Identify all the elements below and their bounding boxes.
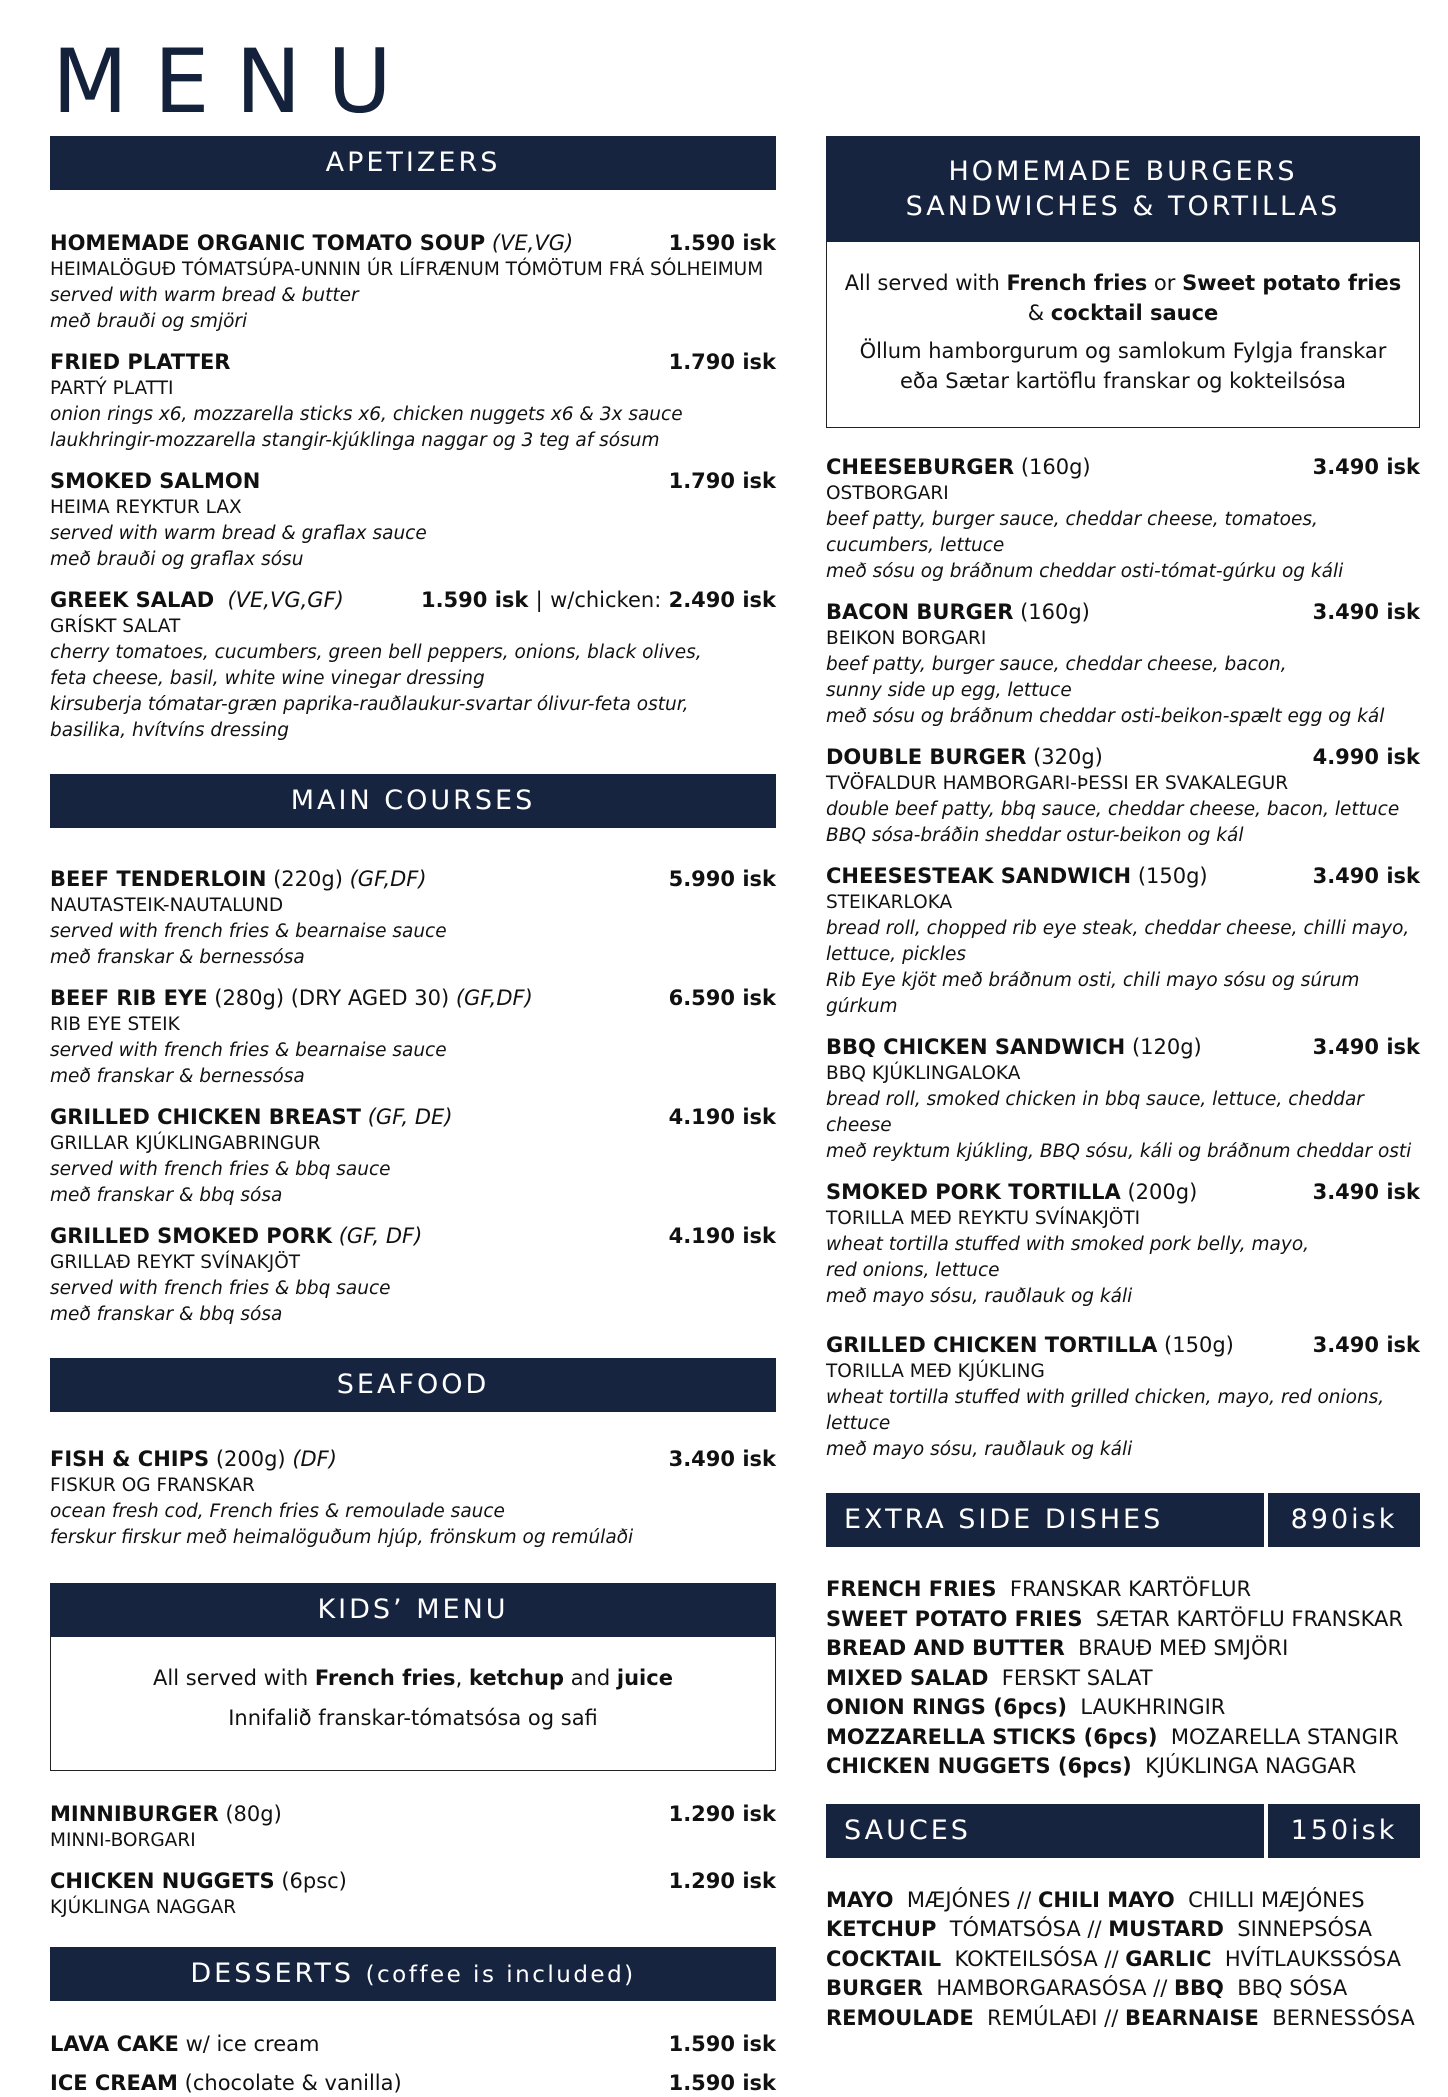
item-subtitle: FISKUR OG FRANSKAR <box>50 1475 255 1496</box>
item-description: wheat tortilla stuffed with smoked pork belly, mayo, <box>826 1234 1310 1255</box>
menu-item <box>50 1868 776 1921</box>
item-description: með sósu og bráðnum cheddar osti-beikon-spælt egg og kál <box>826 706 1385 727</box>
item-note: (6psc) <box>281 1869 347 1893</box>
sauces-list <box>826 1886 1420 2034</box>
sides-list <box>826 1575 1420 1782</box>
item-price: 3.490 isk <box>1312 864 1420 888</box>
item-price: 1.790 isk <box>668 469 776 493</box>
menu-item <box>50 1801 776 1854</box>
item-note: (150g) <box>1164 1333 1234 1357</box>
item-note: (160g) <box>1020 455 1091 479</box>
item-description: með brauði og graflax sósu <box>50 549 304 570</box>
list-item: BURGER HAMBORGARASÓSA // BBQ BBQ SÓSA <box>826 1976 1348 2000</box>
item-description: með franskar & bbq sósa <box>50 1185 283 1206</box>
main-courses-header: MAIN COURSES <box>50 774 776 828</box>
item-note: (320g) <box>1033 745 1103 769</box>
page-title: MENU <box>52 30 418 133</box>
item-subtitle: RIB EYE STEIK <box>50 1014 180 1035</box>
item-price: 3.490 isk <box>1312 600 1420 624</box>
sauces-header <box>826 1804 1420 1858</box>
item-subtitle: GRILLAÐ REYKT SVÍNAKJÖT <box>50 1252 301 1273</box>
item-description: lettuce <box>826 1413 891 1434</box>
item-note: (chocolate & vanilla) <box>184 2071 402 2095</box>
sides-price: 890isk <box>1268 1493 1420 1547</box>
menu-item <box>50 468 776 573</box>
menu-item <box>50 985 776 1090</box>
item-tag: (DF) <box>292 1447 337 1471</box>
item-tag: (GF, DF) <box>338 1224 423 1248</box>
item-price: 1.590 isk <box>668 2071 776 2095</box>
item-description: double beef patty, bbq sauce, cheddar cheese, bacon, lettuce <box>826 799 1400 820</box>
menu-item <box>826 599 1420 730</box>
burgers-info-is: eða Sætar kartöflu franskar og kokteilsósa <box>899 369 1347 393</box>
item-description: með franskar & bbq sósa <box>50 1304 283 1325</box>
item-price: 1.590 isk <box>420 588 529 612</box>
item-note: (80g) <box>225 1802 282 1826</box>
right-column <box>826 136 1420 2033</box>
menu-item <box>50 2031 776 2058</box>
item-note: (160g) <box>1020 600 1090 624</box>
item-description: served with warm bread & butter <box>50 285 359 306</box>
item-subtitle: OSTBORGARI <box>826 483 949 504</box>
menu-item <box>50 1223 776 1328</box>
kids-info-box <box>50 1637 776 1771</box>
list-item: KETCHUP TÓMATSÓSA // MUSTARD SINNEPSÓSA <box>826 1917 1373 1941</box>
item-name: MINNIBURGER <box>50 1802 219 1826</box>
menu-item <box>50 349 776 454</box>
list-item: FRENCH FRIES FRANSKAR KARTÖFLUR <box>826 1577 1252 1601</box>
item-description: gúrkum <box>826 996 898 1017</box>
item-subtitle: TORILLA MEÐ KJÚKLING <box>826 1361 1045 1382</box>
item-description: served with french fries & bbq sauce <box>50 1159 391 1180</box>
item-price: 6.590 isk <box>668 986 776 1010</box>
item-subtitle: STEIKARLOKA <box>826 892 953 913</box>
item-note: (120g) <box>1131 1035 1202 1059</box>
desserts-header: DESSERTS (coffee is included) <box>50 1947 776 2001</box>
item-subtitle: KJÚKLINGA NAGGAR <box>50 1897 237 1918</box>
item-note: (150g) <box>1137 864 1208 888</box>
item-description: beef patty, burger sauce, cheddar cheese, tomatoes, <box>826 509 1318 530</box>
item-subtitle: HEIMALÖGUÐ TÓMATSÚPA-UNNIN ÚR LÍFRÆNUM TÓMÖTUM FRÁ SÓLHEIMUM <box>50 259 764 280</box>
item-note: (280g) (DRY AGED 30) <box>214 986 450 1010</box>
menu-item <box>826 1179 1420 1310</box>
price-separator: | <box>535 588 543 612</box>
menu-item <box>826 1034 1420 1165</box>
menu-item <box>826 454 1420 585</box>
list-item: COCKTAIL KOKTEILSÓSA // GARLIC HVÍTLAUKSSÓSA <box>826 1946 1402 1971</box>
item-name: GRILLED CHICKEN BREAST <box>50 1105 362 1129</box>
item-note: (220g) <box>273 867 343 891</box>
item-price-extra: 2.490 isk <box>668 588 776 612</box>
menu-item <box>50 230 776 335</box>
item-price: 3.490 isk <box>668 1447 776 1471</box>
item-description: með sósu og bráðnum cheddar osti-tómat-gúrku og káli <box>826 561 1344 582</box>
item-description: cherry tomatoes, cucumbers, green bell peppers, onions, black olives, <box>50 642 702 663</box>
item-subtitle: MINNI-BORGARI <box>50 1830 196 1851</box>
item-name: GRILLED CHICKEN TORTILLA <box>826 1333 1158 1357</box>
item-tag: (GF,DF) <box>455 986 533 1010</box>
item-subtitle: GRILLAR KJÚKLINGABRINGUR <box>50 1133 321 1154</box>
item-name: ICE CREAM <box>50 2071 178 2095</box>
list-item: CHICKEN NUGGETS (6pcs) KJÚKLINGA NAGGAR <box>826 1754 1357 1778</box>
item-description: með brauði og smjöri <box>50 311 248 332</box>
item-description: served with warm bread & graflax sauce <box>50 523 427 544</box>
item-name: SMOKED PORK TORTILLA <box>826 1180 1121 1204</box>
item-name: BACON BURGER <box>826 600 1014 624</box>
item-description: bread roll, smoked chicken in bbq sauce, lettuce, cheddar cheese <box>826 1089 1364 1136</box>
item-description: sunny side up egg, lettuce <box>826 680 1072 701</box>
item-description: onion rings x6, mozzarella sticks x6, chicken nuggets x6 & 3x sauce <box>50 404 683 425</box>
item-tag: (VE,VG,GF) <box>227 588 344 612</box>
sides-header <box>826 1493 1420 1547</box>
item-tag: (GF, DE) <box>367 1105 453 1129</box>
item-description: basilika, hvítvíns dressing <box>50 720 289 741</box>
item-note: w/ ice cream <box>185 2032 320 2056</box>
menu-item <box>50 1446 776 1551</box>
item-description: wheat tortilla stuffed with grilled chicken, mayo, red onions, <box>826 1387 1385 1408</box>
item-note: (200g) <box>1127 1180 1198 1204</box>
item-description: feta cheese, basil, white wine vinegar dressing <box>50 668 485 689</box>
item-name: FRIED PLATTER <box>50 350 231 374</box>
item-subtitle: HEIMA REYKTUR LAX <box>50 497 242 518</box>
seafood-header: SEAFOOD <box>50 1358 776 1412</box>
item-price: 1.290 isk <box>668 1869 776 1893</box>
item-description: kirsuberja tómatar-græn paprika-rauðlaukur-svartar ólivur-feta ostur, <box>50 694 689 715</box>
sides-title: EXTRA SIDE DISHES <box>826 1493 1264 1547</box>
item-description: laukhringir-mozzarella stangir-kjúklinga naggar og 3 teg af sósum <box>50 430 660 451</box>
price-extra-label: w/chicken: <box>550 588 662 612</box>
item-name: BEEF RIB EYE <box>50 986 208 1010</box>
item-name: SMOKED SALMON <box>50 469 261 493</box>
item-description: með franskar & bernessósa <box>50 1066 305 1087</box>
item-description: red onions, lettuce <box>826 1260 1000 1281</box>
kids-info-en: All served with French fries, ketchup and juice <box>153 1666 673 1690</box>
item-name: GREEK SALAD <box>50 588 215 612</box>
item-name: DOUBLE BURGER <box>826 745 1027 769</box>
item-description: cucumbers, lettuce <box>826 535 1005 556</box>
item-tag: (VE,VG) <box>491 231 574 255</box>
item-name: BBQ CHICKEN SANDWICH <box>826 1035 1126 1059</box>
item-description: Rib Eye kjöt með bráðnum osti, chili mayo sósu og súrum <box>826 970 1360 991</box>
item-price: 3.490 isk <box>1312 455 1420 479</box>
item-tag: (GF,DF) <box>349 867 427 891</box>
menu-item <box>50 587 776 744</box>
item-description: served with french fries & bearnaise sauce <box>50 1040 447 1061</box>
item-price: 5.990 isk <box>668 867 776 891</box>
item-name: LAVA CAKE <box>50 2032 179 2056</box>
item-subtitle: BEIKON BORGARI <box>826 628 987 649</box>
item-subtitle: PARTÝ PLATTI <box>50 378 174 399</box>
kids-menu-header: KIDS’ MENU <box>50 1583 776 1637</box>
menu-item <box>826 744 1420 849</box>
list-item: ONION RINGS (6pcs) LAUKHRINGIR <box>826 1695 1226 1719</box>
burgers-header: HOMEMADE BURGERS SANDWICHES & TORTILLAS <box>826 136 1420 242</box>
list-item: MAYO MÆJÓNES // CHILI MAYO CHILLI MÆJÓNES <box>826 1887 1365 1912</box>
item-price: 1.590 isk <box>668 231 776 255</box>
menu-item <box>50 1104 776 1209</box>
burgers-info-box: All served with French fries or Sweet potato fries & cocktail sauce Öllum hamborgurum og samlokum Fylgja franskar eða Sætar kartöflu franskar og kokteilsósa <box>826 242 1420 428</box>
burgers-info-en: All served with French fries or Sweet potato fries <box>844 271 1402 295</box>
item-name: CHICKEN NUGGETS <box>50 1869 275 1893</box>
menu-item <box>50 2070 776 2097</box>
menu-item <box>50 866 776 971</box>
item-price: 4.190 isk <box>668 1224 776 1248</box>
item-subtitle: GRÍSKT SALAT <box>50 616 181 637</box>
item-subtitle: NAUTASTEIK-NAUTALUND <box>50 895 284 916</box>
item-price: 3.490 isk <box>1312 1180 1420 1204</box>
item-subtitle: TORILLA MEÐ REYKTU SVÍNAKJÖTI <box>826 1208 1141 1229</box>
item-price: 3.490 isk <box>1312 1333 1420 1357</box>
item-subtitle: TVÖFALDUR HAMBORGARI-ÞESSI ER SVAKALEGUR <box>826 773 1289 794</box>
burgers-info-is: Öllum hamborgurum og samlokum Fylgja franskar <box>859 339 1387 363</box>
item-name: BEEF TENDERLOIN <box>50 867 267 891</box>
list-item: REMOULADE REMÚLAÐI // BEARNAISE BERNESSÓSA <box>826 2005 1415 2030</box>
item-description: served with french fries & bbq sauce <box>50 1278 391 1299</box>
item-description: lettuce, pickles <box>826 944 966 965</box>
item-description: beef patty, burger sauce, cheddar cheese, bacon, <box>826 654 1287 675</box>
list-item: MIXED SALAD FERSKT SALAT <box>826 1665 1153 1690</box>
item-name: GRILLED SMOKED PORK <box>50 1224 332 1248</box>
item-name: HOMEMADE ORGANIC TOMATO SOUP <box>50 231 486 255</box>
sauces-title: SAUCES <box>826 1804 1264 1858</box>
item-description: með mayo sósu, rauðlauk og káli <box>826 1439 1133 1460</box>
item-price: 1.290 isk <box>668 1802 776 1826</box>
item-description: með reyktum kjúkling, BBQ sósu, káli og bráðnum cheddar osti <box>826 1141 1412 1162</box>
item-price: 4.990 isk <box>1312 745 1420 769</box>
kids-info-is: Innifalið franskar-tómatsósa og safi <box>228 1706 598 1730</box>
item-name: CHEESEBURGER <box>826 455 1015 479</box>
item-price: 3.490 isk <box>1312 1035 1420 1059</box>
item-description: ferskur firskur með heimalöguðum hjúp, frönskum og remúlaði <box>50 1527 634 1548</box>
list-item: MOZZARELLA STICKS (6pcs) MOZARELLA STANGIR <box>826 1724 1399 1749</box>
item-price: 1.790 isk <box>668 350 776 374</box>
item-note: (200g) <box>215 1447 286 1471</box>
left-column <box>50 136 776 2097</box>
item-description: ocean fresh cod, French fries & remoulade sauce <box>50 1501 505 1522</box>
menu-item <box>826 1332 1420 1463</box>
item-description: BBQ sósa-bráðin sheddar ostur-beikon og kál <box>826 825 1244 846</box>
apetizers-header: APETIZERS <box>50 136 776 190</box>
item-description: served with french fries & bearnaise sauce <box>50 921 447 942</box>
item-description: bread roll, chopped rib eye steak, cheddar cheese, chilli mayo, <box>826 918 1410 939</box>
menu-item <box>826 863 1420 1020</box>
item-name: FISH & CHIPS <box>50 1447 210 1471</box>
item-name: CHEESESTEAK SANDWICH <box>826 864 1132 888</box>
item-description: með franskar & bernessósa <box>50 947 305 968</box>
item-subtitle: BBQ KJÚKLINGALOKA <box>826 1063 1021 1084</box>
list-item: SWEET POTATO FRIES SÆTAR KARTÖFLU FRANSKAR <box>826 1606 1403 1631</box>
list-item: BREAD AND BUTTER BRAUÐ MEÐ SMJÖRI <box>826 1636 1289 1660</box>
sauces-price: 150isk <box>1268 1804 1420 1858</box>
item-price: 4.190 isk <box>668 1105 776 1129</box>
item-price: 1.590 isk <box>668 2032 776 2056</box>
item-description: með mayo sósu, rauðlauk og káli <box>826 1286 1133 1307</box>
